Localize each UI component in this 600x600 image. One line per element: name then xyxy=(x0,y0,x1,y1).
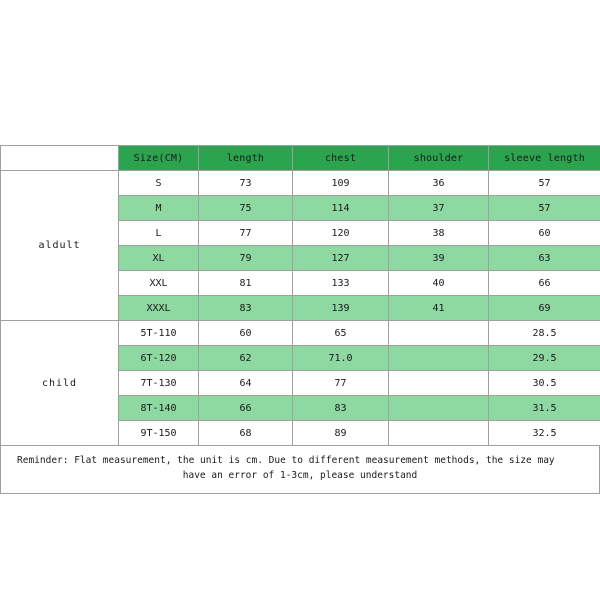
cell-chest: 109 xyxy=(293,171,389,196)
cell-shoulder: 40 xyxy=(389,271,489,296)
size-chart-table-wrap xyxy=(0,145,600,494)
cell-shoulder: 41 xyxy=(389,296,489,321)
cell-sleeve: 30.5 xyxy=(489,371,600,396)
cell-size: 6T-120 xyxy=(119,346,199,371)
table-header-row xyxy=(1,146,600,171)
cell-sleeve: 69 xyxy=(489,296,600,321)
cell-length: 60 xyxy=(199,321,293,346)
cell-size: S xyxy=(119,171,199,196)
cell-size: M xyxy=(119,196,199,221)
cell-chest: 133 xyxy=(293,271,389,296)
cell-length: 66 xyxy=(199,396,293,421)
cell-shoulder: 37 xyxy=(389,196,489,221)
group-label-adult: aldult xyxy=(1,171,119,321)
cell-chest: 139 xyxy=(293,296,389,321)
cell-chest: 71.0 xyxy=(293,346,389,371)
header-shoulder: shoulder xyxy=(389,146,489,171)
cell-size: 9T-150 xyxy=(119,421,199,446)
cell-sleeve: 57 xyxy=(489,171,600,196)
cell-length: 64 xyxy=(199,371,293,396)
cell-sleeve: 29.5 xyxy=(489,346,600,371)
header-sleeve-length: sleeve length xyxy=(489,146,600,171)
header-size: Size(CM) xyxy=(119,146,199,171)
table-row xyxy=(1,171,600,196)
table-row xyxy=(1,321,600,346)
cell-shoulder xyxy=(389,371,489,396)
cell-length: 77 xyxy=(199,221,293,246)
size-chart-table xyxy=(0,145,600,446)
cell-sleeve: 31.5 xyxy=(489,396,600,421)
table-body xyxy=(1,171,600,446)
header-length: length xyxy=(199,146,293,171)
cell-chest: 89 xyxy=(293,421,389,446)
cell-length: 81 xyxy=(199,271,293,296)
cell-shoulder: 38 xyxy=(389,221,489,246)
cell-sleeve: 66 xyxy=(489,271,600,296)
cell-shoulder: 39 xyxy=(389,246,489,271)
cell-chest: 65 xyxy=(293,321,389,346)
cell-chest: 77 xyxy=(293,371,389,396)
cell-size: L xyxy=(119,221,199,246)
cell-chest: 114 xyxy=(293,196,389,221)
cell-shoulder: 36 xyxy=(389,171,489,196)
cell-chest: 127 xyxy=(293,246,389,271)
cell-sleeve: 32.5 xyxy=(489,421,600,446)
cell-shoulder xyxy=(389,421,489,446)
cell-length: 75 xyxy=(199,196,293,221)
cell-shoulder xyxy=(389,396,489,421)
group-label-child: child xyxy=(1,321,119,446)
header-blank-cell xyxy=(1,146,119,171)
cell-chest: 83 xyxy=(293,396,389,421)
cell-size: 8T-140 xyxy=(119,396,199,421)
cell-sleeve: 60 xyxy=(489,221,600,246)
cell-chest: 120 xyxy=(293,221,389,246)
cell-size: XXL xyxy=(119,271,199,296)
cell-shoulder xyxy=(389,346,489,371)
cell-sleeve: 57 xyxy=(489,196,600,221)
cell-shoulder xyxy=(389,321,489,346)
cell-size: 5T-110 xyxy=(119,321,199,346)
cell-length: 83 xyxy=(199,296,293,321)
measurement-note xyxy=(0,446,600,494)
note-line-2: have an error of 1-3cm, please understand xyxy=(182,469,418,481)
note-line-1: Reminder: Flat measurement, the unit is cm. Due to different measurement methods, the size may xyxy=(17,455,555,466)
table-head xyxy=(1,146,600,171)
cell-length: 68 xyxy=(199,421,293,446)
cell-size: XXXL xyxy=(119,296,199,321)
cell-sleeve: 63 xyxy=(489,246,600,271)
cell-size: XL xyxy=(119,246,199,271)
cell-sleeve: 28.5 xyxy=(489,321,600,346)
cell-size: 7T-130 xyxy=(119,371,199,396)
header-chest: chest xyxy=(293,146,389,171)
cell-length: 62 xyxy=(199,346,293,371)
cell-length: 73 xyxy=(199,171,293,196)
cell-length: 79 xyxy=(199,246,293,271)
